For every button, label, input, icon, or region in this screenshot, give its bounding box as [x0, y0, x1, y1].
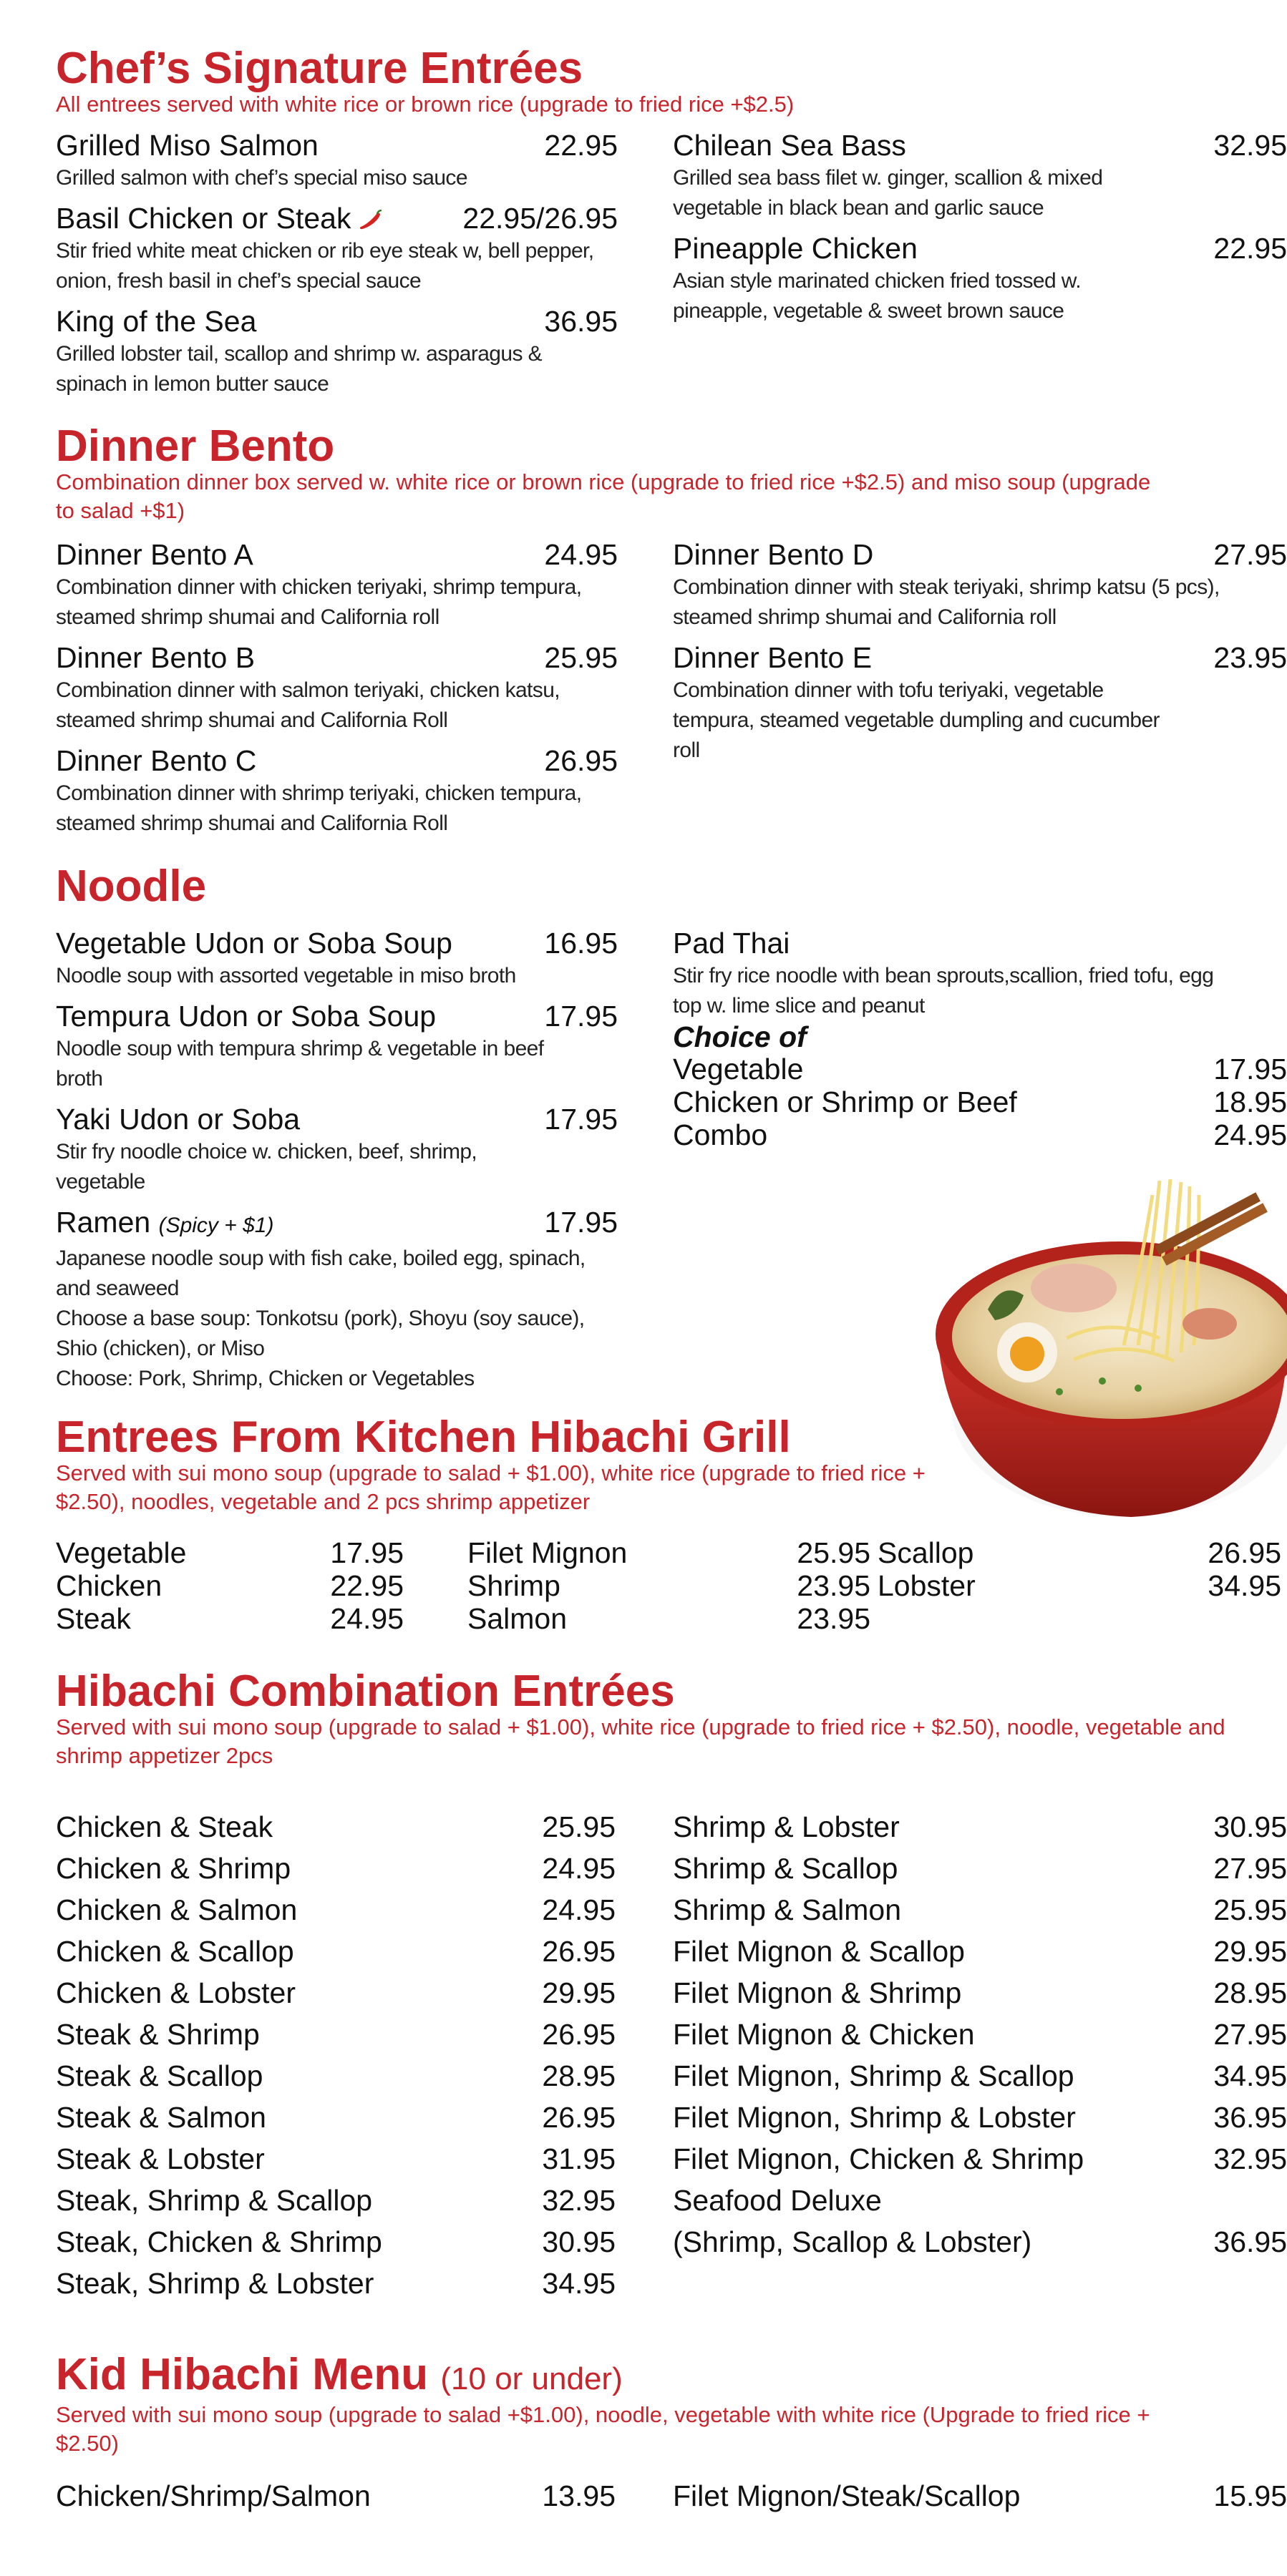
- item-name: Steak, Shrimp & Scallop: [56, 2184, 373, 2217]
- item-price: 25.95: [544, 641, 618, 674]
- menu-item: [56, 2479, 616, 2512]
- item-price: 13.95: [542, 2479, 616, 2512]
- item-desc: Combination dinner with chicken teriyaki, shrimp tempura, steamed shrimp shumai and California roll: [56, 575, 582, 629]
- item-price: 27.95: [1213, 1852, 1287, 1885]
- item-price: 23.95: [797, 1569, 870, 1602]
- signature-right-column: [673, 127, 1287, 333]
- menu-item: [673, 1848, 1287, 1889]
- item-price: 22.95: [330, 1569, 404, 1602]
- menu-item: [56, 640, 618, 736]
- item-desc: Grilled lobster tail, scallop and shrimp w. asparagus & spinach in lemon butter sauce: [56, 342, 543, 396]
- item-price: 36.95: [544, 305, 618, 338]
- menu-item: [56, 1806, 616, 1848]
- item-name: Chicken & Lobster: [56, 1976, 296, 2009]
- item-price: 36.95: [1213, 2225, 1287, 2258]
- item-name: Dinner Bento D: [673, 538, 874, 571]
- item-name: Basil Chicken or Steak: [56, 202, 351, 235]
- combo-section: [56, 1667, 1287, 2307]
- chili-pepper-icon: [358, 210, 382, 231]
- item-price: 15.95: [1213, 2479, 1287, 2512]
- item-price: 22.95: [1213, 232, 1287, 265]
- item-name: Filet Mignon & Shrimp: [673, 1976, 962, 2009]
- item-price: 32.95: [1213, 129, 1287, 162]
- menu-item: [56, 2138, 616, 2180]
- option-price: 18.95: [1213, 1085, 1287, 1118]
- item-name: Steak, Shrimp & Lobster: [56, 2267, 374, 2300]
- menu-item: [56, 2014, 616, 2055]
- item-price: 17.95: [330, 1536, 404, 1569]
- hibachi-column-3: [878, 1536, 1281, 1602]
- item-price: 26.95: [542, 1935, 616, 1968]
- choice-option: [673, 1085, 1287, 1118]
- menu-item: [56, 2221, 616, 2263]
- item-price: 34.95: [542, 2267, 616, 2300]
- item-desc: Noodle soup with tempura shrimp & vegetable in beef broth: [56, 1037, 544, 1091]
- item-name: Steak & Scallop: [56, 2059, 263, 2092]
- item-name: Filet Mignon, Shrimp & Lobster: [673, 2101, 1076, 2134]
- menu-item-ramen: [56, 1204, 618, 1394]
- menu-item: [56, 1972, 616, 2014]
- item-name: Chicken & Salmon: [56, 1893, 298, 1926]
- option-price: 17.95: [1213, 1053, 1287, 1085]
- menu-item: [673, 1931, 1287, 1972]
- menu-item: [673, 2014, 1287, 2055]
- menu-item: [56, 1889, 616, 1931]
- item-price: 32.95: [1213, 2142, 1287, 2175]
- item-name: Dinner Bento C: [56, 744, 257, 777]
- item-desc: Noodle soup with assorted vegetable in miso broth: [56, 964, 516, 987]
- item-name: Ramen: [56, 1206, 151, 1239]
- item-name: Shrimp & Lobster: [673, 1810, 900, 1843]
- item-price: 26.95: [542, 2018, 616, 2051]
- item-desc: Combination dinner with tofu teriyaki, vegetable tempura, steamed vegetable dumpling and cucumber roll: [673, 678, 1160, 762]
- item-price: 27.95: [1213, 538, 1287, 571]
- item-price: 26.95: [1208, 1536, 1281, 1569]
- noodle-left-column: [56, 925, 618, 1401]
- item-name: Steak & Salmon: [56, 2101, 266, 2134]
- noodle-title: Noodle: [56, 862, 207, 911]
- kid-age-note: (10 or under): [440, 2361, 623, 2396]
- menu-item: [673, 2180, 1287, 2221]
- choice-label: Choice of: [673, 1020, 807, 1053]
- menu-item: [673, 2055, 1287, 2097]
- hibachi-note: Served with sui mono soup (upgrade to salad + $1.00), white rice (upgrade to fried rice + $2.50), noodles, vegetable and 2 pcs shrimp appetizer: [56, 1460, 926, 1514]
- item-name: Tempura Udon or Soba Soup: [56, 1000, 437, 1033]
- item-desc: Combination dinner with salmon teriyaki, chicken katsu, steamed shrimp shumai and California Roll: [56, 678, 560, 732]
- item-name: Yaki Udon or Soba: [56, 1103, 301, 1136]
- item-name: Dinner Bento B: [56, 641, 256, 674]
- item-name: Salmon: [467, 1602, 568, 1635]
- item-name: Chilean Sea Bass: [673, 129, 906, 162]
- menu-item: [56, 303, 618, 399]
- menu-item: [467, 1569, 870, 1602]
- item-desc: Grilled sea bass filet w. ginger, scallion & mixed vegetable in black bean and garlic sauce: [673, 166, 1103, 220]
- item-name: Dinner Bento A: [56, 538, 253, 571]
- item-price: 34.95: [1208, 1569, 1281, 1602]
- item-desc: Combination dinner with shrimp teriyaki, chicken tempura, steamed shrimp shumai and California Roll: [56, 781, 582, 835]
- item-name: Filet Mignon: [467, 1536, 628, 1569]
- item-price: 31.95: [542, 2142, 616, 2175]
- item-price: 30.95: [1213, 1810, 1287, 1843]
- menu-item: [56, 200, 618, 296]
- item-price: 32.95: [542, 2184, 616, 2217]
- item-price: 16.95: [544, 927, 618, 960]
- item-name: Lobster: [878, 1569, 976, 1602]
- item-desc: Asian style marinated chicken fried tossed w. pineapple, vegetable & sweet brown sauce: [673, 269, 1081, 323]
- item-name: Filet Mignon, Shrimp & Scallop: [673, 2059, 1074, 2092]
- menu-item: [56, 1602, 404, 1635]
- menu-item: [56, 2180, 616, 2221]
- item-desc: Stir fry noodle choice w. chicken, beef, shrimp, vegetable: [56, 1140, 477, 1194]
- item-name: Filet Mignon, Chicken & Shrimp: [673, 2142, 1084, 2175]
- menu-item: [56, 2097, 616, 2138]
- item-price: 28.95: [542, 2059, 616, 2092]
- menu-item: [673, 537, 1287, 633]
- menu-item: [467, 1602, 870, 1635]
- menu-item: [56, 998, 618, 1094]
- item-name: Chicken: [56, 1569, 162, 1602]
- item-name: Shrimp & Scallop: [673, 1852, 898, 1885]
- menu-item: [673, 640, 1287, 766]
- kid-left-column: [56, 2479, 616, 2512]
- item-name: Shrimp: [467, 1569, 560, 1602]
- menu-item: [56, 743, 618, 839]
- item-name: Vegetable: [56, 1536, 187, 1569]
- item-price: 26.95: [542, 2101, 616, 2134]
- item-price: 34.95: [1213, 2059, 1287, 2092]
- item-price: 27.95: [1213, 2018, 1287, 2051]
- item-name: Steak & Shrimp: [56, 2018, 260, 2051]
- kid-title: Kid Hibachi Menu: [56, 2350, 429, 2399]
- item-price: 36.95: [1213, 2101, 1287, 2134]
- item-name: Steak, Chicken & Shrimp: [56, 2225, 382, 2258]
- signature-left-column: [56, 127, 618, 406]
- signature-section: [56, 44, 1287, 428]
- hibachi-column-2: [467, 1536, 870, 1635]
- hibachi-column-1: [56, 1536, 404, 1635]
- item-name: Pad Thai: [673, 927, 790, 960]
- choice-option: [673, 1118, 1287, 1151]
- item-name: Steak & Lobster: [56, 2142, 265, 2175]
- item-price: 24.95: [330, 1602, 404, 1635]
- item-price: 23.95: [1213, 641, 1287, 674]
- menu-item: [56, 1931, 616, 1972]
- combo-title: Hibachi Combination Entrées: [56, 1667, 675, 1716]
- menu-item: [673, 1972, 1287, 2014]
- item-name: Filet Mignon/Steak/Scallop: [673, 2479, 1021, 2512]
- item-desc: Stir fry rice noodle with bean sprouts,scallion, fried tofu, egg top w. lime slice and peanut: [673, 964, 1214, 1018]
- item-price: 23.95: [797, 1602, 870, 1635]
- item-name: King of the Sea: [56, 305, 257, 338]
- item-name: Chicken & Shrimp: [56, 1852, 291, 1885]
- item-desc: Japanese noodle soup with fish cake, boiled egg, spinach, and seaweed: [56, 1246, 586, 1300]
- item-name: (Shrimp, Scallop & Lobster): [673, 2225, 1032, 2258]
- option-name: Combo: [673, 1118, 768, 1151]
- menu-item: [673, 2479, 1287, 2512]
- combo-left-column: [56, 1806, 616, 2304]
- menu-item-pad-thai: [673, 925, 1287, 1151]
- menu-item: [56, 1101, 618, 1197]
- item-price: 29.95: [1213, 1935, 1287, 1968]
- item-name: Shrimp & Salmon: [673, 1893, 902, 1926]
- menu-item: [673, 127, 1287, 223]
- item-price: 30.95: [542, 2225, 616, 2258]
- item-name: Seafood Deluxe: [673, 2184, 882, 2217]
- spicy-note: (Spicy + $1): [158, 1214, 274, 1237]
- choice-option: [673, 1053, 1287, 1085]
- item-name: Chicken & Steak: [56, 1810, 273, 1843]
- bento-right-column: [673, 537, 1287, 773]
- item-name: Chicken/Shrimp/Salmon: [56, 2479, 371, 2512]
- hibachi-section: [56, 1413, 1281, 1644]
- item-name: Filet Mignon & Scallop: [673, 1935, 965, 1968]
- item-desc-protein: Choose: Pork, Shrimp, Chicken or Vegetables: [56, 1367, 475, 1390]
- item-price: 24.95: [544, 538, 618, 571]
- item-price: 22.95: [544, 129, 618, 162]
- item-price: 25.95: [542, 1810, 616, 1843]
- menu-item: [673, 2221, 1287, 2263]
- signature-title: Chef’s Signature Entrées: [56, 44, 583, 93]
- menu-item: [878, 1569, 1281, 1602]
- menu-item: [56, 2055, 616, 2097]
- signature-note: All entrees served with white rice or brown rice (upgrade to fried rice +$2.5): [56, 92, 795, 117]
- bento-title: Dinner Bento: [56, 421, 335, 471]
- item-price: 24.95: [542, 1893, 616, 1926]
- menu-item: [878, 1536, 1281, 1569]
- hibachi-title: Entrees From Kitchen Hibachi Grill: [56, 1413, 791, 1462]
- menu-item: [56, 2263, 616, 2304]
- kid-note: Served with sui mono soup (upgrade to salad +$1.00), noodle, vegetable with white rice (Upgrade to fried rice + $2.50): [56, 2402, 1150, 2456]
- menu-item: [673, 1806, 1287, 1848]
- item-name: Filet Mignon & Chicken: [673, 2018, 975, 2051]
- option-name: Chicken or Shrimp or Beef: [673, 1085, 1017, 1118]
- bento-section: [56, 421, 1287, 837]
- item-price: 25.95: [1213, 1893, 1287, 1926]
- kid-right-column: [673, 2479, 1287, 2512]
- item-price: 26.95: [544, 744, 618, 777]
- item-desc: Combination dinner with steak teriyaki, shrimp katsu (5 pcs), steamed shrimp shumai and California roll: [673, 575, 1220, 629]
- option-name: Vegetable: [673, 1053, 804, 1085]
- item-desc: Grilled salmon with chef’s special miso sauce: [56, 166, 467, 190]
- item-price: 28.95: [1213, 1976, 1287, 2009]
- menu-item: [467, 1536, 870, 1569]
- item-price: 17.95: [544, 1000, 618, 1033]
- item-name: Grilled Miso Salmon: [56, 129, 319, 162]
- kid-section: [56, 2350, 1287, 2522]
- option-price: 24.95: [1213, 1118, 1287, 1151]
- item-name: Chicken & Scallop: [56, 1935, 294, 1968]
- menu-item: [56, 537, 618, 633]
- combo-note: Served with sui mono soup (upgrade to salad + $1.00), white rice (upgrade to fried rice + $2.50), noodle, vegetable and shrimp appetizer 2pcs: [56, 1714, 1225, 1768]
- menu-item: [673, 230, 1287, 326]
- menu-item: [56, 1569, 404, 1602]
- item-name: Pineapple Chicken: [673, 232, 918, 265]
- menu-item: [56, 925, 618, 991]
- item-price: 17.95: [544, 1103, 618, 1136]
- menu-item: [56, 1536, 404, 1569]
- menu-item: [673, 1889, 1287, 1931]
- menu-item: [56, 1848, 616, 1889]
- item-price: 25.95: [797, 1536, 870, 1569]
- item-price: 17.95: [544, 1206, 618, 1239]
- bento-note: Combination dinner box served w. white rice or brown rice (upgrade to fried rice +$2.5) and miso soup (upgrade to salad +$1): [56, 469, 1151, 523]
- item-price: 24.95: [542, 1852, 616, 1885]
- item-name: Dinner Bento E: [673, 641, 873, 674]
- noodle-right-column: [673, 925, 1287, 1158]
- bento-left-column: [56, 537, 618, 846]
- combo-right-column: [673, 1806, 1287, 2263]
- menu-item: [673, 2097, 1287, 2138]
- item-name: Scallop: [878, 1536, 974, 1569]
- item-desc: Stir fried white meat chicken or rib eye steak w, bell pepper, onion, fresh basil in chef’s special sauce: [56, 239, 594, 293]
- item-price: 29.95: [542, 1976, 616, 2009]
- item-name: Vegetable Udon or Soba Soup: [56, 927, 452, 960]
- item-name: Steak: [56, 1602, 131, 1635]
- menu-item: [673, 2138, 1287, 2180]
- item-price: 22.95/26.95: [462, 202, 618, 235]
- item-desc-soup-base: Choose a base soup: Tonkotsu (pork), Shoyu (soy sauce), Shio (chicken), or Miso: [56, 1307, 585, 1360]
- menu-item: [56, 127, 618, 193]
